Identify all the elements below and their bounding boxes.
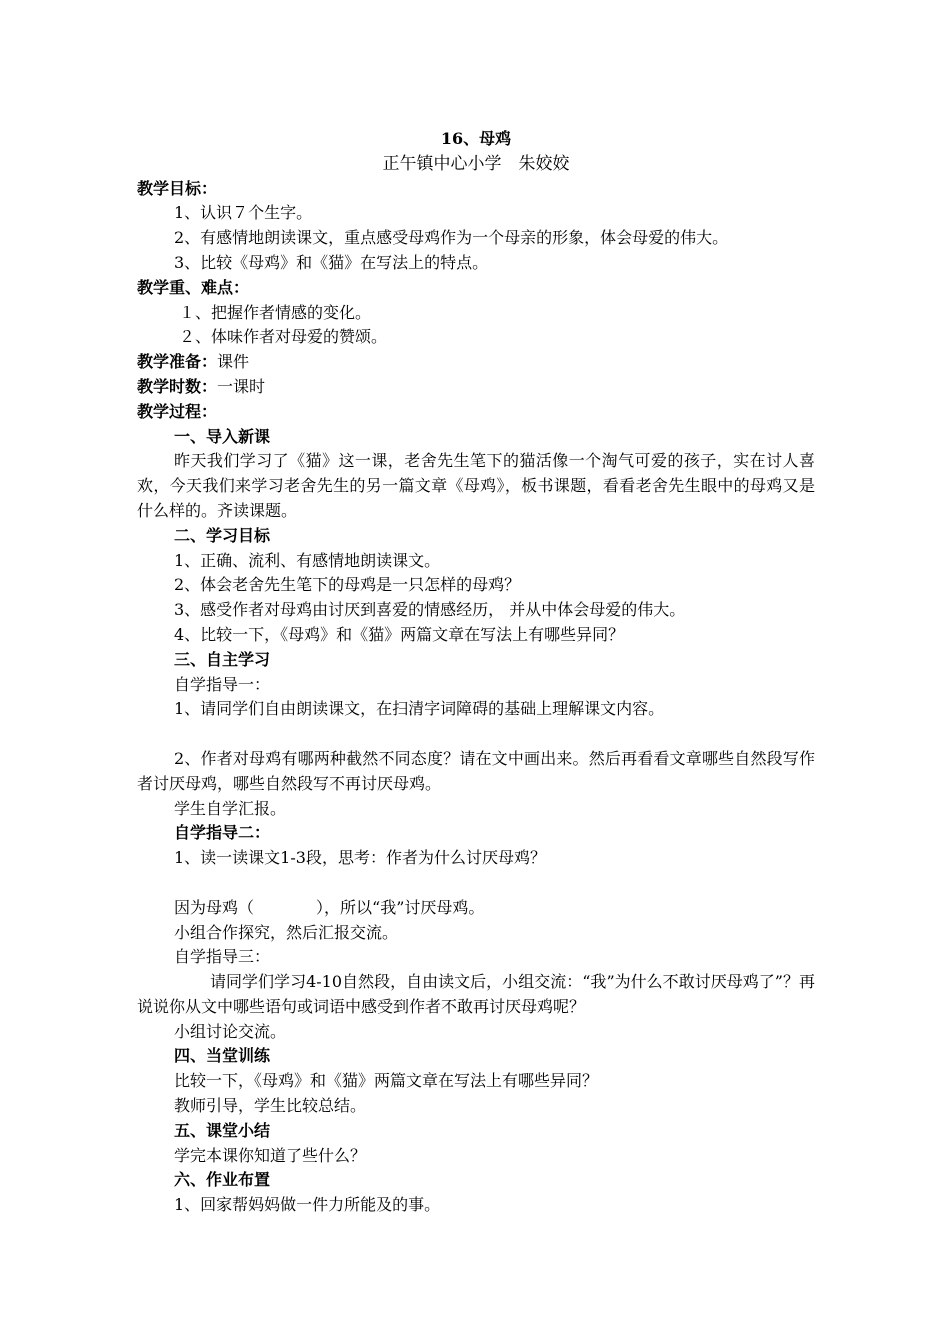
guide-question: 1、请同学们自由朗读课文，在扫清字词障碍的基础上理解课文内容。	[174, 699, 665, 719]
preparation-label: 教学准备：	[137, 352, 218, 372]
preparation-line	[137, 350, 815, 375]
process-heading: 教学过程：	[137, 401, 218, 421]
guide-label: 自学指导三：	[174, 947, 271, 967]
training-question: 比较一下，《母鸡》和《猫》两篇文章在写法上有哪些异同？	[174, 1071, 599, 1091]
group-report-line: 小组合作探究，然后汇报交流。	[174, 922, 399, 942]
section-heading: 二、学习目标	[174, 525, 271, 545]
guide-question: 1、读一读课文1-3段，思考：作者为什么讨厌母鸡？	[174, 848, 546, 868]
duration-line	[137, 375, 815, 400]
goals-heading: 教学目标：	[137, 178, 218, 198]
goal-item: 3、比较《母鸡》和《猫》在写法上的特点。	[174, 252, 489, 272]
blank-line	[137, 722, 815, 747]
objective-item: 2、体会老舍先生笔下的母鸡是一只怎样的母鸡？	[174, 575, 521, 595]
group-discuss-line: 小组讨论交流。	[174, 1021, 287, 1041]
guide-question: 2、作者对母鸡有哪两种截然不同态度？请在文中画出来。然后再看看文章哪些自然段写作者讨厌母鸡，哪些自然段写不再讨厌母鸡。	[137, 748, 815, 793]
guide-paragraph: 请同学们学习4-10自然段，自由读文后，小组交流：“我”为什么不敢讨厌母鸡了”？再说说你从文中哪些语句或词语中感受到作者不敢再讨厌母鸡呢？	[137, 972, 815, 1016]
guide-label: 自学指导一：	[174, 674, 271, 694]
training-guide: 教师引导，学生比较总结。	[174, 1096, 367, 1116]
key-point-item: １、把握作者情感的变化。	[179, 302, 372, 322]
homework-item: 1、回家帮妈妈做一件力所能及的事。	[174, 1195, 441, 1215]
guide-label: 自学指导二：	[174, 823, 271, 843]
intro-paragraph: 昨天我们学习了《猫》这一课，老舍先生笔下的猫活像一个淘气可爱的孩子，实在讨人喜欢，今天我们来学习老舍先生的另一篇文章《母鸡》，板书课题，看看老舍先生眼中的母鸡又是什么样的。齐读课题。	[137, 451, 815, 520]
duration-value: 一课时	[217, 376, 266, 396]
key-points-heading: 教学重、难点：	[137, 277, 250, 297]
report-line: 学生自学汇报。	[174, 798, 287, 818]
objective-item: 1、正确、流利、有感情地朗读课文。	[174, 550, 441, 570]
objective-item: 4、比较一下，《母鸡》和《猫》两篇文章在写法上有哪些异同？	[174, 624, 625, 644]
fill-in-blank-line	[137, 896, 815, 921]
section-heading: 三、自主学习	[174, 649, 271, 669]
goal-item: 1、认识７个生字。	[174, 203, 313, 223]
section-heading: 五、课堂小结	[174, 1120, 271, 1140]
author-line: 正午镇中心小学 朱姣姣	[382, 153, 570, 174]
document-content	[137, 127, 815, 1218]
preparation-value: 课件	[217, 352, 250, 372]
page-title: 16、母鸡	[440, 129, 512, 148]
goal-item: 2、有感情地朗读课文，重点感受母鸡作为一个母亲的形象，体会母爱的伟大。	[174, 228, 729, 248]
section-heading: 一、导入新课	[174, 426, 271, 446]
summary-question: 学完本课你知道了些什么？	[174, 1145, 367, 1165]
section-heading: 六、作业布置	[174, 1170, 271, 1190]
key-point-item: ２、体味作者对母爱的赞颂。	[179, 327, 388, 347]
fill-part-1: 因为母鸡（	[174, 897, 255, 917]
section-heading: 四、当堂训练	[174, 1046, 271, 1066]
blank-line	[137, 871, 815, 896]
duration-label: 教学时数：	[137, 376, 218, 396]
objective-item: 3、感受作者对母鸡由讨厌到喜爱的情感经历， 并从中体会母爱的伟大。	[174, 600, 686, 620]
fill-part-2: ），所以“我”讨厌母鸡。	[316, 897, 485, 917]
